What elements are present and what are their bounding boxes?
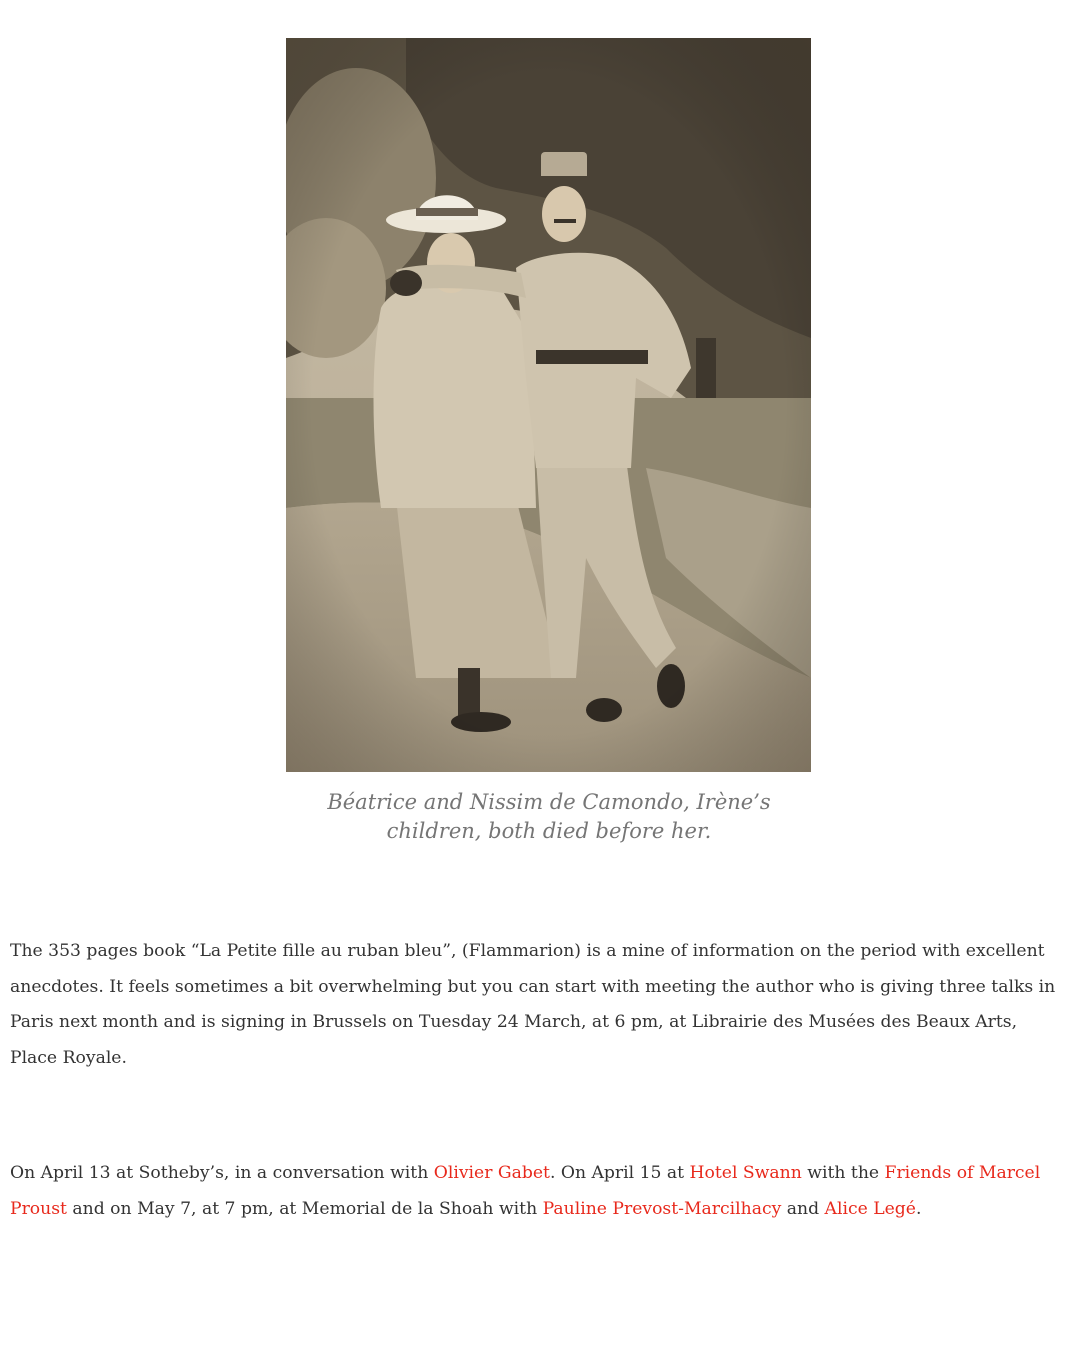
photo	[286, 38, 811, 772]
paragraph-text: and on May 7, at 7 pm, at Memorial de la Shoah with	[66, 1198, 543, 1219]
link-hotel-swann[interactable]: Hotel Swann	[689, 1163, 802, 1183]
link-pauline-prevost-marcilhacy[interactable]: Pauline Prevost-Marcilhacy	[542, 1198, 782, 1219]
article-paragraph-talks	[10, 1156, 1068, 1227]
article-paragraph-book: The 353 pages book “La Petite fille au ruban bleu”, (Flammarion) is a mine of information on the period with excellent anecdotes. It feels sometimes a bit overwhelming but you can start with meeting the author who is giving three talks in Paris next month and is signing in Brussels on Tuesday 24 March, at 6 pm, at Librairie des Musées des Beaux Arts, Place Royale.	[10, 941, 1056, 1068]
paragraph-text: .	[915, 1198, 922, 1219]
paragraph-text: and	[781, 1198, 825, 1219]
link-friends-of-marcel-proust[interactable]: Friends of Marcel Proust	[10, 1163, 1041, 1219]
link-olivier-gabet[interactable]: Olivier Gabet	[433, 1163, 550, 1183]
link-alice-lege[interactable]: Alice Legé	[824, 1198, 916, 1219]
paragraph-text: with the	[801, 1163, 885, 1183]
photo-caption: Béatrice and Nissim de Camondo, Irène’s children, both died before her.	[327, 790, 771, 843]
paragraph-text: On April 13 at Sotheby’s, in a conversation with	[10, 1163, 434, 1183]
photo-illustration	[286, 38, 811, 772]
paragraph-text: . On April 15 at	[549, 1163, 690, 1183]
